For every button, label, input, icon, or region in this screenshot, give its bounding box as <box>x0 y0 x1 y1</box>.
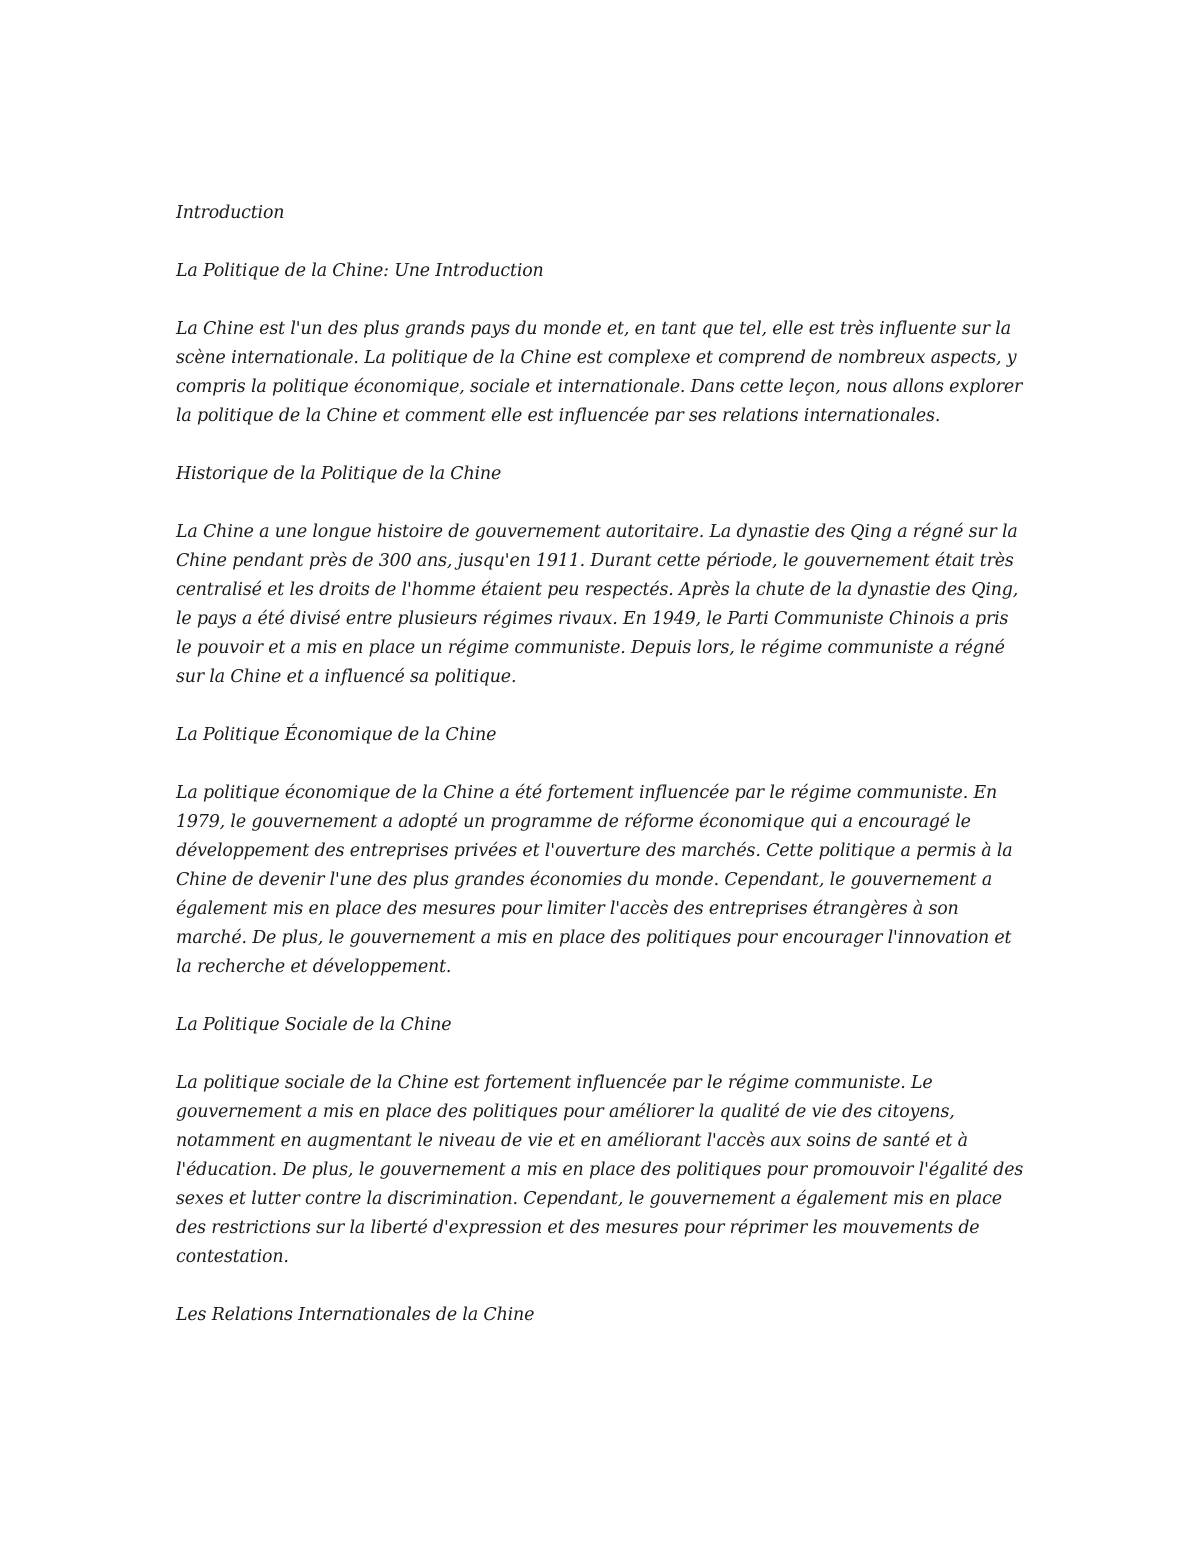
section-heading-economique: La Politique Économique de la Chine <box>176 725 497 745</box>
intro-label: Introduction <box>176 203 285 223</box>
section-body-economique: La politique économique de la Chine a été fortement influencée par le régime communiste. En 1979, le gouvernement a adopté un programme de réforme économique qui a encouragé le développement des entreprises privées et l'ouverture des marchés. Cette politique a permis à la Chine de devenir l'une des plus grandes économies du monde. Cependant, le gouvernement a également mis en place des mesures pour limiter l'accès des entreprises étrangères à son marché. De plus, le gouvernement a mis en place des politiques pour encourager l'innovation et la recherche et développement. <box>176 783 1013 977</box>
section-heading-sociale: La Politique Sociale de la Chine <box>176 1015 452 1035</box>
intro-paragraph: La Chine est l'un des plus grands pays du monde et, en tant que tel, elle est très influente sur la scène internationale. La politique de la Chine est complexe et comprend de nombreux aspects, y compris la politique économique, sociale et internationale. Dans cette leçon, nous allons explorer la politique de la Chine et comment elle est influencée par ses relations internationales. <box>176 319 1023 426</box>
section-body-sociale: La politique sociale de la Chine est fortement influencée par le régime communiste. Le gouvernement a mis en place des politiques pour améliorer la qualité de vie des citoyens, notamment en augmentant le niveau de vie et en améliorant l'accès aux soins de santé et à l'éducation. De plus, le gouvernement a mis en place des politiques pour promouvoir l'égalité des sexes et lutter contre la discrimination. Cependant, le gouvernement a également mis en place des restrictions sur la liberté d'expression et des mesures pour réprimer les mouvements de contestation. <box>176 1073 1024 1267</box>
section-body-historique: La Chine a une longue histoire de gouvernement autoritaire. La dynastie des Qing a régné sur la Chine pendant près de 300 ans, jusqu'en 1911. Durant cette période, le gouvernement était très centralisé et les droits de l'homme étaient peu respectés. Après la chute de la dynastie des Qing, le pays a été divisé entre plusieurs régimes rivaux. En 1949, le Parti Communiste Chinois a pris le pouvoir et a mis en place un régime communiste. Depuis lors, le régime communiste a régné sur la Chine et a influencé sa politique. <box>176 522 1019 687</box>
section-heading-relations: Les Relations Internationales de la Chine <box>176 1305 535 1325</box>
section-heading-historique: Historique de la Politique de la Chine <box>176 464 502 484</box>
document-body <box>176 199 1026 1359</box>
document-title: La Politique de la Chine: Une Introduction <box>176 261 544 281</box>
